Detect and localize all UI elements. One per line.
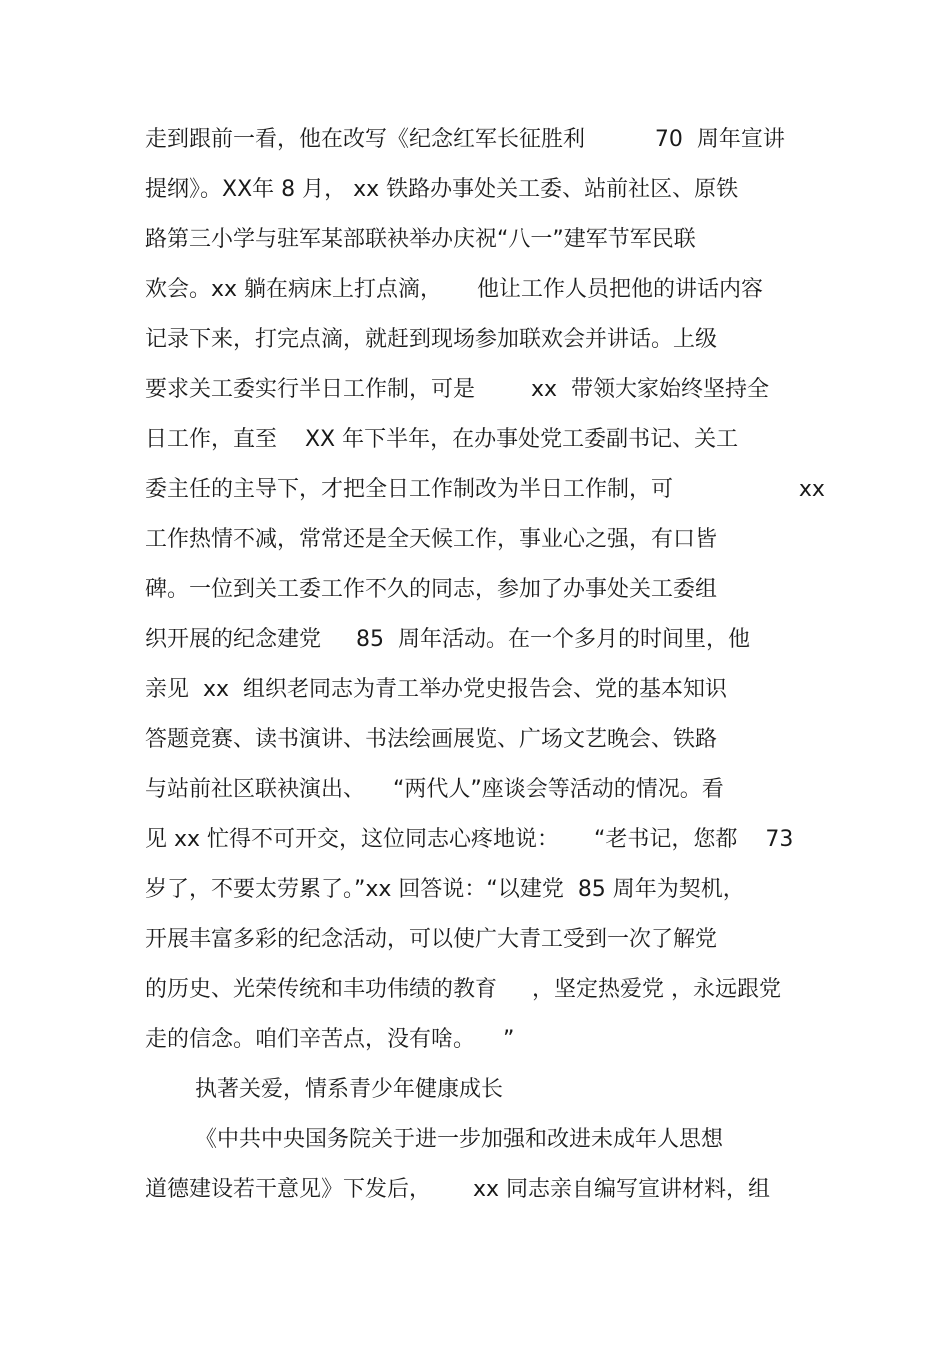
body-text-line: 岁了，不要太劳累了。”xx 回答说：“以建党 85 周年为契机， <box>145 877 745 902</box>
body-text-line: 提纲》。XX年 8 月， xx 铁路办事处关工委、站前社区、原铁 <box>145 177 739 202</box>
body-text-line: 日工作，直至 XX 年下半年，在办事处党工委副书记、关工 <box>145 427 739 452</box>
body-text-line: 道德建设若干意见》下发后， xx 同志亲自编写宣讲材料，组 <box>145 1177 770 1202</box>
body-text-line: 欢会。xx 躺在病床上打点滴， 他让工作人员把他的讲话内容 <box>145 277 763 302</box>
body-text-line: 碑。一位到关工委工作不久的同志，参加了办事处关工委组 <box>145 577 718 602</box>
body-text-line: 与站前社区联袂演出、 “两代人”座谈会等活动的情况。看 <box>145 777 724 802</box>
body-text-line: 要求关工委实行半日工作制，可是 xx 带领大家始终坚持全 <box>145 377 769 402</box>
body-text-line: 工作热情不减，常常还是全天候工作，事业心之强，有口皆 <box>145 527 718 552</box>
body-text-line: 开展丰富多彩的纪念活动，可以使广大青工受到一次了解党 <box>145 927 718 952</box>
section-heading: 执著关爱，情系青少年健康成长 <box>195 1077 504 1102</box>
body-text-line: 走到跟前一看，他在改写《纪念红军长征胜利 70 周年宣讲 <box>145 127 785 152</box>
body-text-line: 答题竞赛、读书演讲、书法绘画展览、广场文艺晚会、铁路 <box>145 727 718 752</box>
body-text-line: 织开展的纪念建党 85 周年活动。在一个多月的时间里，他 <box>145 627 750 652</box>
body-text-line: 路第三小学与驻军某部联袂举办庆祝“八一”建军节军民联 <box>145 227 696 252</box>
body-text-line: 的历史、光荣传统和丰功伟绩的教育 ，坚定热爱党 ，永远跟党 <box>145 977 781 1002</box>
body-text-line: 亲见 xx 组织老同志为青工举办党史报告会、党的基本知识 <box>145 677 728 702</box>
body-text-line: 《中共中央国务院关于进一步加强和改进未成年人思想 <box>195 1127 724 1152</box>
body-text-line: 记录下来，打完点滴，就赶到现场参加联欢会并讲话。上级 <box>145 327 718 352</box>
body-text-line: 走的信念。咱们辛苦点，没有啥。 ” <box>145 1027 515 1052</box>
body-text-line: 委主任的主导下，才把全日工作制改为半日工作制，可 xx <box>145 477 825 502</box>
body-text-line: 见 xx 忙得不可开交，这位同志心疼地说： “老书记，您都 73 <box>145 827 794 852</box>
